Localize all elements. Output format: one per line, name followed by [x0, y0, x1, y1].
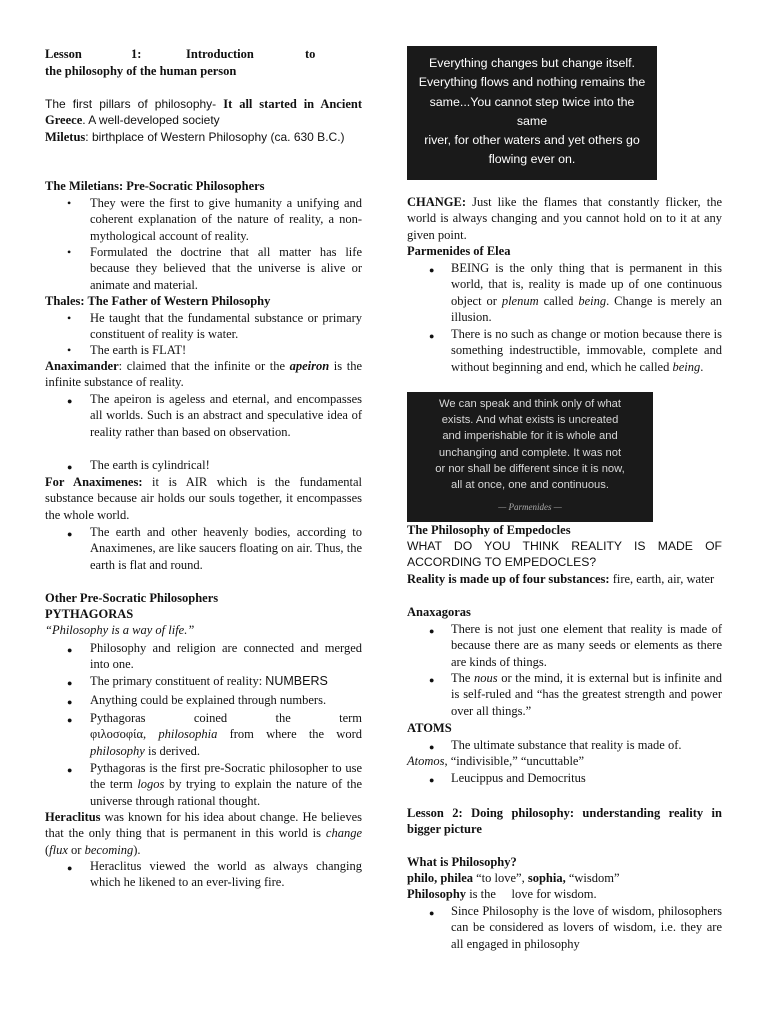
- bullet: ●: [429, 331, 435, 341]
- lesson1-title-line1: Lesson 1: Introduction to: [45, 47, 316, 61]
- atoms-point-1: The ultimate substance that reality is made of.: [451, 738, 682, 752]
- anaximenes-paragraph: For Anaximenes: it is AIR which is the fundamental substance because air holds our souls together, it encompasses the whole world.: [45, 475, 362, 522]
- pythagoras-point-5: Pythagoras is the first pre-Socratic philosopher to use the term logos by trying to explain the nature of the universe through rational thought.: [90, 761, 362, 808]
- atoms-heading: ATOMS: [407, 721, 452, 735]
- bullet: ●: [429, 675, 435, 685]
- parmenides-point-1: BEING is the only thing that is permanent in this world, that is, reality is made up of one continuous object or plenum called being. Change is merely an illusion.: [451, 261, 722, 324]
- bullet: •: [67, 311, 72, 325]
- bullet: ●: [67, 765, 73, 775]
- bullet: ●: [67, 715, 73, 725]
- bullet: ●: [429, 626, 435, 636]
- miletians-point-2: Formulated the doctrine that all matter has life because they believed that the universe is alive or animate and material.: [90, 245, 362, 292]
- empedocles-answer: Reality is made up of four substances: fire, earth, air, water: [407, 572, 715, 586]
- miletians-point-1: They were the first to give humanity a unifying and coherent explanation of the nature of reality, a non-mythological account of reality.: [90, 196, 362, 243]
- atomos-line: Atomos, “indivisible,” “uncuttable”: [407, 754, 585, 768]
- parmenides-quote-image: We can speak and think only of what exists. And what exists is uncreated and imperishable for it is whole and unchanging and complete. It was not or nor shall be different since it is now, all at once, one and continuous. — Parmenides —: [407, 392, 653, 522]
- lesson2-title: Lesson 2: Doing philosophy: understanding reality in bigger picture: [407, 806, 722, 837]
- quote-author: — Parmenides —: [498, 502, 562, 513]
- bullet: ●: [429, 742, 435, 752]
- bullet: ●: [67, 645, 73, 655]
- what-is-philosophy-heading: What is Philosophy?: [407, 855, 517, 869]
- bullet: ●: [429, 775, 435, 785]
- change-paragraph: CHANGE: Just like the flames that constantly flicker, the world is always changing and you cannot hold on to it at any given point.: [407, 195, 722, 242]
- thales-point-1: He taught that the fundamental substance or primary constituent of reality is water.: [90, 311, 362, 342]
- empedocles-question: WHAT DO YOU THINK REALITY IS MADE OF ACCORDING TO EMPEDOCLES?: [407, 539, 722, 570]
- bullet: ●: [67, 678, 73, 688]
- miletus-paragraph: Miletus: birthplace of Western Philosophy (ca. 630 B.C.): [45, 130, 345, 144]
- anaxagoras-point-2: The nous or the mind, it is external but is infinite and is self-ruled and “has the greatest strength and power over all things.”: [451, 671, 722, 718]
- anaximander-paragraph: Anaximander: claimed that the infinite or the apeiron is the infinite substance of reality.: [45, 359, 362, 390]
- anaximander-point-1: The apeiron is ageless and eternal, and encompasses all worlds. Such is an abstract and speculative idea of reality rather than based on observation.: [90, 392, 362, 439]
- bullet: ●: [429, 265, 435, 275]
- heraclitus-paragraph: Heraclitus was known for his idea about change. He believes that the only thing that is permanent in this world is change (flux or becoming).: [45, 810, 362, 857]
- pythagoras-point-4: Pythagoras coined the term φιλοσοφία, philosophia from where the word philosophy is derived.: [90, 711, 362, 758]
- bullet: •: [67, 343, 72, 357]
- pythagoras-point-2: The primary constituent of reality: NUMBERS: [90, 674, 328, 688]
- pythagoras-point-3: Anything could be explained through numbers.: [90, 693, 327, 707]
- anaximenes-point-1: The earth and other heavenly bodies, according to Anaximenes, are like saucers floating on air. Thus, the earth is flat and round.: [90, 525, 362, 572]
- empedocles-heading: The Philosophy of Empedocles: [407, 523, 571, 537]
- anaxagoras-point-1: There is not just one element that reality is made of because there are as many seeds or elements as there are kinds of things.: [451, 622, 722, 669]
- heraclitus-quote-image: Everything changes but change itself. Everything flows and nothing remains the same...You cannot step twice into the same river, for other waters and yet others go flowing ever on. -Heraclitus: [407, 46, 657, 180]
- philo-sophia-line: philo, philea “to love”, sophia, “wisdom”: [407, 871, 620, 885]
- philosophy-definition: Philosophy is the love for wisdom.: [407, 887, 597, 901]
- bullet: ●: [67, 529, 73, 539]
- lesson1-title-line2: the philosophy of the human person: [45, 64, 237, 78]
- parmenides-point-2: There is no such as change or motion because there is something indestructible, immovable, complete and without beginning and end, which he called being.: [451, 327, 722, 374]
- pythagoras-point-1: Philosophy and religion are connected and merged into one.: [90, 641, 362, 672]
- philosophy-point-1: Since Philosophy is the love of wisdom, philosophers can be considered as lovers of wisdom, i.e. they are all engaged in philosophy: [451, 904, 722, 951]
- pythagoras-heading: PYTHAGORAS: [45, 607, 134, 621]
- bullet: ●: [67, 462, 73, 472]
- bullet: •: [67, 245, 72, 259]
- thales-heading: Thales: The Father of Western Philosophy: [45, 294, 271, 308]
- anaxagoras-heading: Anaxagoras: [407, 605, 471, 619]
- first-pillars-paragraph: The first pillars of philosophy- It all started in Ancient Greece. A well-developed society: [45, 97, 362, 128]
- anaximander-point-2: The earth is cylindrical!: [90, 458, 210, 472]
- thales-point-2: The earth is FLAT!: [90, 343, 187, 357]
- other-presocratics-heading: Other Pre-Socratic Philosophers: [45, 591, 219, 605]
- bullet: ●: [67, 697, 73, 707]
- parmenides-heading: Parmenides of Elea: [407, 244, 511, 258]
- atoms-point-2: Leucippus and Democritus: [451, 771, 586, 785]
- quote-author: -Heraclitus: [502, 177, 562, 192]
- heraclitus-point-1: Heraclitus viewed the world as always changing which he likened to an ever-living fire.: [90, 859, 362, 890]
- bullet: •: [67, 196, 72, 210]
- bullet: ●: [67, 863, 73, 873]
- bullet: ●: [67, 396, 73, 406]
- miletians-heading: The Miletians: Pre-Socratic Philosophers: [45, 179, 265, 193]
- bullet: ●: [429, 908, 435, 918]
- pythagoras-quote: “Philosophy is a way of life.”: [45, 623, 195, 637]
